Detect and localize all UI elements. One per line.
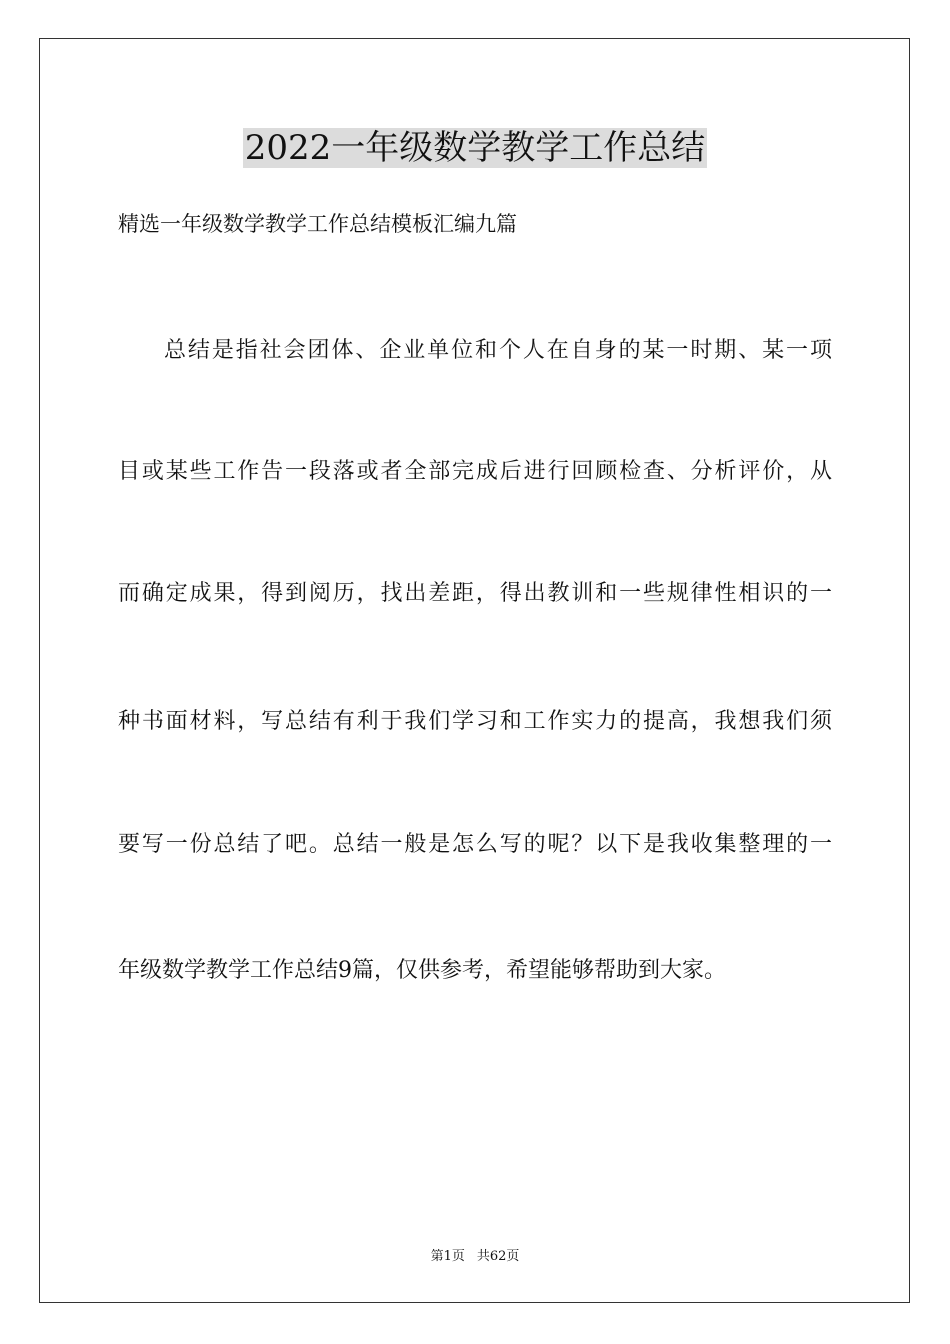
paragraph-line: 要写一份总结了吧。总结一般是怎么写的呢？以下是我收集整理的一 [118, 832, 832, 857]
paragraph-line: 年级数学教学工作总结9篇，仅供参考，希望能够帮助到大家。 [118, 958, 726, 983]
paragraph-line: 目或某些工作告一段落或者全部完成后进行回顾检查、分析评价，从 [118, 459, 832, 484]
paragraph-line: 种书面材料，写总结有利于我们学习和工作实力的提高，我想我们须 [118, 709, 832, 734]
page-footer [0, 1248, 950, 1266]
document-subtitle: 精选一年级数学教学工作总结模板汇编九篇 [118, 212, 517, 236]
paragraph-line: 总结是指社会团体、企业单位和个人在自身的某一时期、某一项 [164, 338, 832, 363]
page-number: 第1页 [430, 1249, 465, 1264]
paragraph-line: 而确定成果，得到阅历，找出差距，得出教训和一些规律性相识的一 [118, 581, 832, 606]
document-title-text: 2022一年级数学教学工作总结 [244, 128, 706, 168]
page-total: 共62页 [476, 1249, 520, 1264]
document-title [0, 126, 950, 170]
